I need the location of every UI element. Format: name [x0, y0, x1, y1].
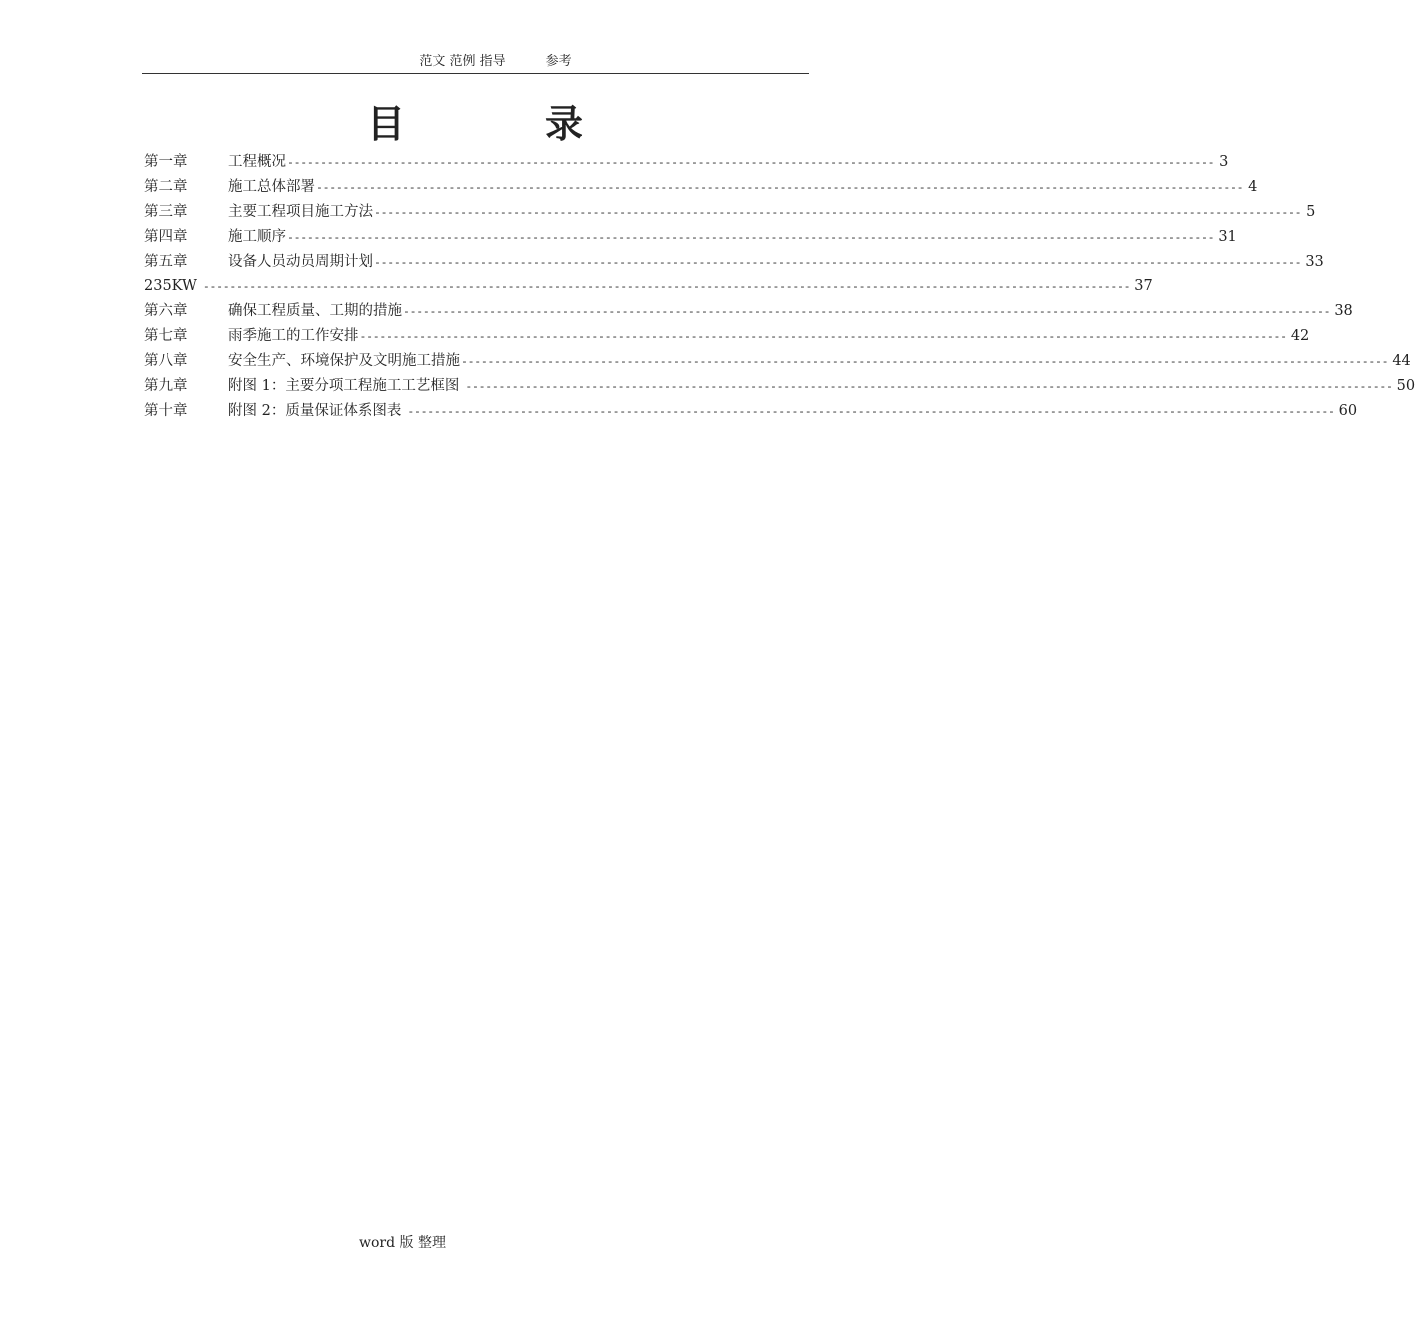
toc-page-number: 42	[1290, 328, 1310, 345]
toc-entry[interactable]	[144, 374, 1415, 399]
toc-page-number: 31	[1218, 228, 1237, 245]
toc-page-number: 33	[1305, 253, 1324, 270]
toc-page-number: 38	[1334, 303, 1353, 320]
toc-title: 确保工程质量、工期的措施	[228, 303, 402, 320]
toc-chapter: 第二章	[144, 178, 188, 195]
toc-leader: --------------------------------------------------------------------------------------------------------------------------------------------	[374, 204, 1302, 219]
toc-title: 主要工程项目施工方法	[228, 203, 373, 220]
toc-leader: --------------------------------------------------------------------------------------------------------------------------------------------	[316, 179, 1244, 194]
toc-entry[interactable]	[144, 299, 1353, 324]
toc-entry[interactable]	[144, 225, 1237, 250]
table-of-contents	[144, 150, 1415, 424]
toc-leader: --------------------------------------------------------------------------------------------------------------------------------------------	[461, 354, 1389, 369]
toc-entry[interactable]	[144, 349, 1411, 374]
toc-chapter: 第一章	[144, 154, 188, 170]
toc-entry[interactable]	[144, 250, 1324, 275]
toc-entry[interactable]	[144, 399, 1358, 424]
toc-leader: --------------------------------------------------------------------------------------------------------------------------------------------	[465, 379, 1393, 394]
toc-entry[interactable]	[144, 150, 1229, 175]
header-text: 范文 范例 指导	[419, 54, 506, 69]
toc-chapter: 第三章	[144, 203, 188, 220]
toc-leader: --------------------------------------------------------------------------------------------------------------------------------------------	[407, 403, 1335, 418]
toc-title: 工程概况	[228, 154, 286, 170]
toc-chapter: 第十章	[144, 402, 188, 419]
toc-leader: --------------------------------------------------------------------------------------------------------------------------------------------	[287, 229, 1215, 244]
toc-title: 附图 2：质量保证体系图表	[228, 402, 402, 419]
toc-chapter: 第四章	[144, 228, 188, 245]
toc-chapter: 第五章	[144, 253, 188, 270]
page-title	[0, 98, 950, 150]
page-footer: word 版 整理	[359, 1235, 446, 1251]
toc-entry[interactable]	[144, 324, 1310, 349]
toc-page-number: 5	[1306, 203, 1316, 220]
toc-chapter: 第八章	[144, 353, 188, 370]
toc-entry[interactable]	[144, 274, 1153, 299]
toc-leader: --------------------------------------------------------------------------------------------------------------------------------------------	[374, 254, 1302, 269]
toc-title: 安全生产、环境保护及文明施工措施	[228, 353, 460, 370]
toc-chapter: 第六章	[144, 303, 188, 320]
toc-entry[interactable]	[144, 175, 1258, 200]
toc-title: 施工顺序	[228, 228, 286, 245]
toc-leader: --------------------------------------------------------------------------------------------------------------------------------------------	[202, 279, 1131, 294]
toc-title: 施工总体部署	[228, 178, 315, 195]
toc-chapter: 第九章	[144, 378, 188, 395]
toc-leader: --------------------------------------------------------------------------------------------------------------------------------------------	[359, 329, 1287, 344]
toc-page-number: 60	[1338, 402, 1358, 419]
page-header	[142, 50, 809, 74]
toc-entry[interactable]	[144, 200, 1316, 225]
toc-page-number: 50	[1396, 378, 1415, 395]
toc-page-number: 4	[1248, 178, 1258, 195]
toc-leader: --------------------------------------------------------------------------------------------------------------------------------------------	[403, 304, 1331, 319]
toc-title: 附图 1：主要分项工程施工工艺框图	[228, 378, 460, 395]
toc-page-number: 44	[1392, 353, 1411, 370]
toc-leader: --------------------------------------------------------------------------------------------------------------------------------------------	[287, 155, 1215, 169]
toc-chapter: 第七章	[144, 328, 188, 345]
toc-title: 雨季施工的工作安排	[228, 328, 359, 345]
toc-chapter: 235KW	[144, 278, 197, 295]
toc-title: 设备人员动员周期计划	[228, 253, 373, 270]
toc-page-number: 3	[1219, 154, 1229, 170]
toc-page-number: 37	[1134, 278, 1153, 295]
title-char-1: 目	[366, 102, 405, 146]
header-text-2: 参考	[545, 54, 572, 69]
title-char-2: 录	[545, 102, 584, 146]
